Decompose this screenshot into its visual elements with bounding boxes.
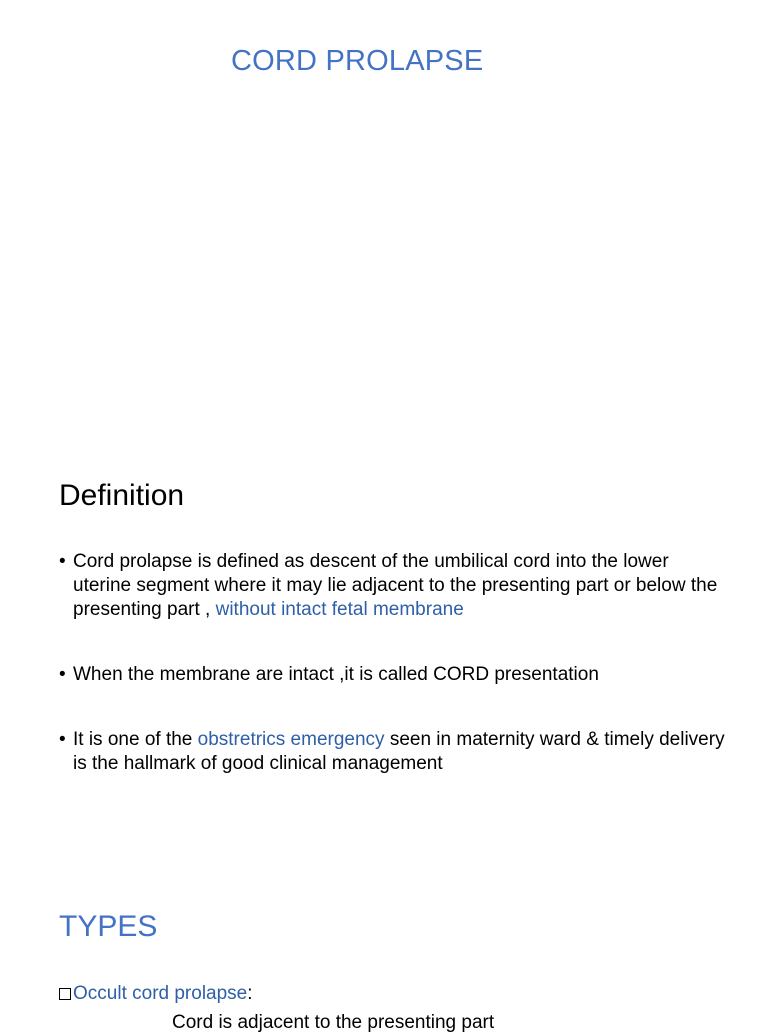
bullet-text-main: Cord prolapse is defined as descent of the umbilical cord into the lower uterine segment where it may lie adjacent to the presenting part or below the presenting part , [73, 551, 718, 620]
definition-bullet-1 [59, 550, 719, 622]
type-label-suffix: : [247, 983, 253, 1004]
bullet-dot: • [59, 551, 66, 572]
types-heading: TYPES [59, 910, 158, 943]
bullet-text [73, 550, 719, 622]
bullet-dot: • [59, 729, 66, 750]
bullet-dot: • [59, 664, 66, 685]
bullet-text [73, 728, 739, 776]
occult-cord-prolapse-item [59, 983, 253, 1005]
checkbox-bullet-icon [59, 988, 71, 1000]
bullet-text: When the membrane are intact ,it is called CORD presentation [73, 664, 599, 685]
definition-bullet-3 [59, 728, 739, 776]
bullet-text-before: It is one of the [73, 729, 193, 750]
slide-title: CORD PROLAPSE [231, 45, 484, 77]
type-detail: Cord is adjacent to the presenting part [172, 1012, 495, 1033]
bullet-text-after: seen in maternity ward & timely delivery is the hallmark of good clinical management [73, 729, 725, 774]
bullet-highlight: without intact fetal membrane [215, 599, 464, 620]
bullet-highlight: obstretrics emergency [197, 729, 385, 750]
type-label: Occult cord prolapse [73, 983, 248, 1004]
definition-heading: Definition [59, 479, 185, 512]
definition-bullet-2 [59, 663, 719, 687]
